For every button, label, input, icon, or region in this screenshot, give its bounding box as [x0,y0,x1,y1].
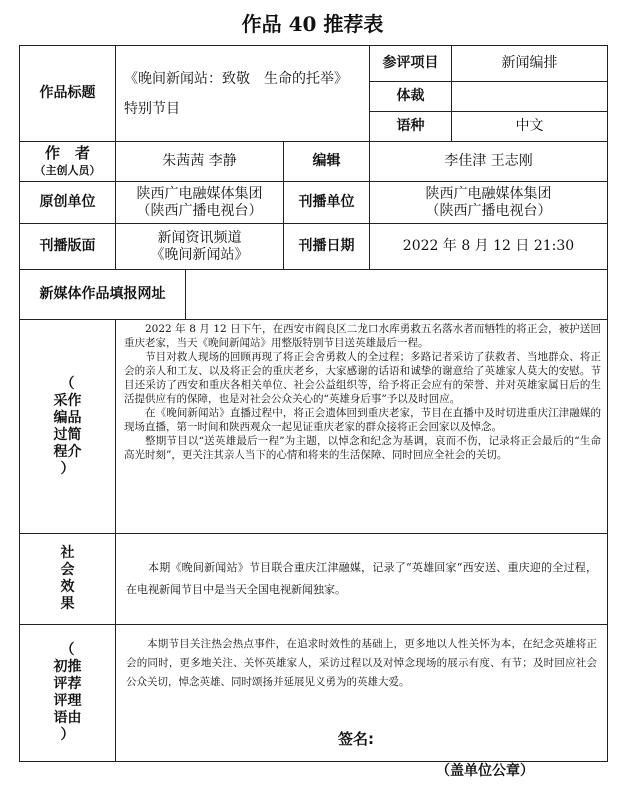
process-paragraph: 在《晚间新闻站》直播过程中，将正会遗体回到重庆老家，节目在直播中及时切进重庆江津融媒的现场直播，第一时间和陕西观众一起见证重庆老家的群众接将正会回家以及悼念。 [124,407,601,433]
process-paragraph: 整期节目以“送英雄最后一程”为主题，以悼念和纪念为基调，哀而不伤，记录将正会最后的“生命高光时刻”，更关注其亲人当下的心情和将来的生活保障、同时回应全社会的关切。 [124,435,601,461]
genre-label: 体裁 [370,82,452,112]
process-paragraph: 节目对救人现场的回顾再现了将正会舍勇救人的全过程；多路记者采访了获救者、当地群众、将正会的亲人和工友、以及将正会的重庆老乡，大家感谢的话语和诚挚的谢意给了英雄家人莫大的安慰。节目还采访了西安和重庆各相关单位、社会公益组织等，给予将正会应有的荣誉、并对英雄家属日后的生活提供应有的保障，也是对社会公众关心的“英雄身后事”予以及时回应。 [124,351,601,405]
process-label: （ 采作 编品 过简 程介 ） [20,320,116,534]
broadcast-unit-label: 刊播单位 [284,182,370,224]
effect-text: 本期《晚间新闻站》节目联合重庆江津融媒，记录了“英雄回家“西安送、重庆迎的全过程，在电视新闻节目中是当天全国电视新闻独家。 [126,561,597,596]
broadcast-unit-value [370,182,608,224]
eval-item-value: 新闻编排 [452,46,608,82]
original-unit-line1: 陕西广电融媒体集团 [136,185,263,202]
original-unit-value [116,182,284,224]
new-media-url-value [186,270,608,320]
effect-label: 社 会 效 果 [20,534,116,625]
new-media-url-label: 新媒体作品填报网址 [20,270,186,320]
broadcast-layout-line1: 新闻资讯频道 [157,229,242,246]
language-label: 语种 [370,112,452,142]
process-paragraph: 2022 年 8 月 12 日下午，在西安市阎良区二龙口水库勇救五名落水者而牺牲的将正会，被护送回重庆老家，当天《晚间新闻站》用整版特别节目送英雄最后一程。 [124,323,601,349]
author-label-cell [20,142,116,182]
signature-label: 签名: [338,730,374,748]
recommendation-cell [116,625,608,779]
eval-item-label: 参评项目 [370,46,452,82]
editor-value: 李佳津 王志刚 [370,142,608,182]
broadcast-layout-line2: 《晚间新闻站》 [150,246,249,263]
genre-value [452,82,608,112]
effect-text-cell [116,534,608,625]
broadcast-date-value: 2022 年 8 月 12 日 21:30 [370,224,608,270]
broadcast-layout-value [116,224,284,270]
broadcast-unit-line2: （陕西广播电视台） [425,202,552,219]
broadcast-unit-line1: 陕西广电融媒体集团 [425,185,552,202]
recommendation-label: （ 初推 评荐 评理 语由 ） [20,625,116,762]
recommendation-text: 本期节目关注热会热点事件，在追求时效性的基础上，更多地以人性关怀为本，在纪念英雄将正会的同时，更多地关注、关怀英雄家人，采访过程以及对悼念现场的展示有度、有节；及时回应社会公众关切，悼念英雄、同时颂扬并延展见义勇为的英雄大爱。 [126,638,597,688]
author-value: 朱茜茜 李静 [116,142,284,182]
author-label: 作 者 [44,143,90,162]
seal-label: （盖单位公章） [436,763,534,779]
page-title: 作品 40 推荐表 [241,12,384,36]
editor-label: 编辑 [284,142,370,182]
language-value: 中文 [452,112,608,142]
broadcast-layout-label: 刊播版面 [20,224,116,270]
process-text [116,320,608,534]
recommendation-form [19,45,608,779]
author-sub-label: （主创人员） [34,163,101,177]
broadcast-date-label: 刊播日期 [284,224,370,270]
work-title-label: 作品标题 [20,46,116,142]
original-unit-label: 原创单位 [20,182,116,224]
original-unit-line2: （陕西广播电视台） [136,202,263,219]
work-title-value: 《晚间新闻站：致敬 生命的托举》特别节目 [116,46,370,142]
